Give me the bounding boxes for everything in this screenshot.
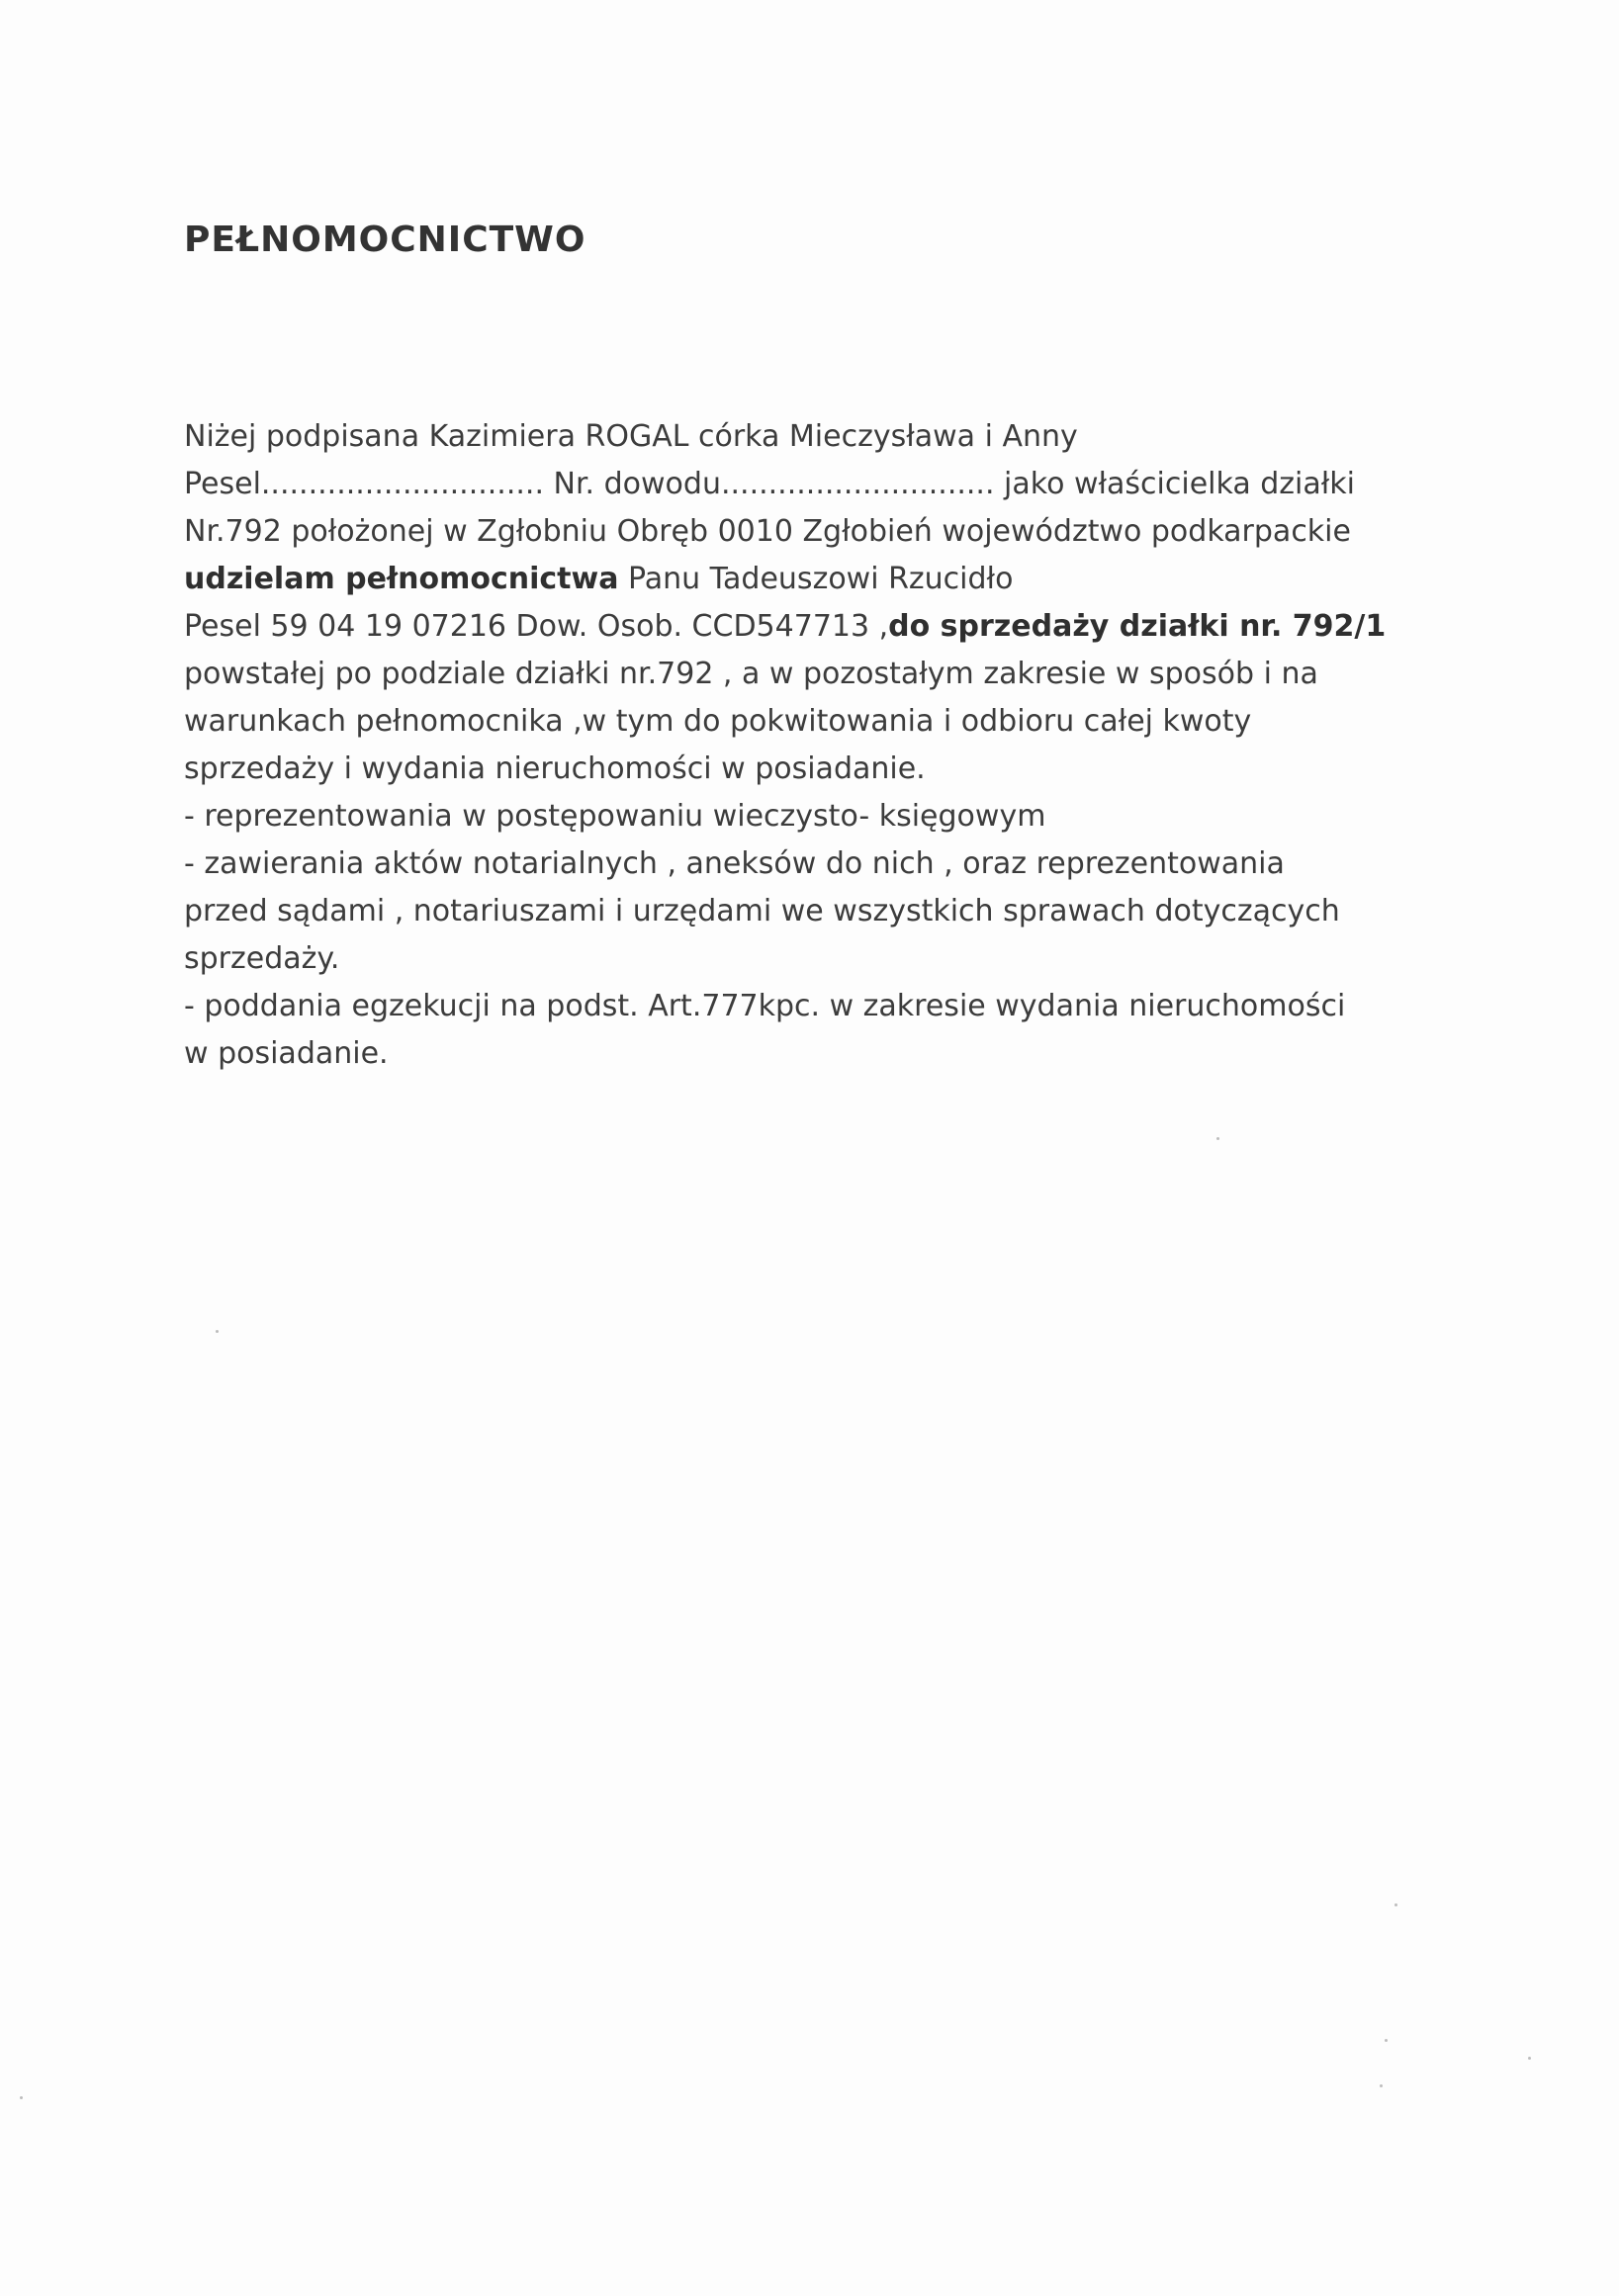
text-line	[184, 793, 1440, 840]
text-segment: Panu Tadeuszowi Rzucidło	[618, 562, 1014, 596]
text-line	[184, 1030, 1440, 1078]
text-segment: powstałej po podziale działki nr.792 , a w pozostałym zakresie w sposób i na	[184, 657, 1318, 691]
text-line	[184, 888, 1440, 935]
text-segment: w posiadanie.	[184, 1036, 389, 1071]
bold-text-segment: udzielam pełnomocnictwa	[184, 562, 619, 596]
text-line	[184, 603, 1440, 651]
text-segment: - reprezentowania w postępowaniu wieczysto- księgowym	[184, 799, 1046, 834]
text-segment: warunkach pełnomocnika ,w tym do pokwitowania i odbioru całej kwoty	[184, 704, 1252, 739]
scan-speck	[216, 1330, 219, 1333]
scan-speck	[1380, 2084, 1383, 2087]
text-segment: Niżej podpisana Kazimiera ROGAL córka Mieczysława i Anny	[184, 419, 1078, 454]
text-line	[184, 508, 1440, 556]
document-title: PEŁNOMOCNICTWO	[184, 220, 586, 260]
text-line	[184, 746, 1440, 793]
text-segment: sprzedaży i wydania nieruchomości w posiadanie.	[184, 751, 926, 786]
text-line	[184, 983, 1440, 1030]
text-line	[184, 840, 1440, 888]
text-line	[184, 935, 1440, 983]
document-body	[184, 413, 1440, 1078]
scan-speck	[1394, 1903, 1397, 1906]
scan-speck	[1385, 2039, 1388, 2042]
scan-speck	[1528, 2057, 1531, 2060]
text-segment: - zawierania aktów notarialnych , aneksów do nich , oraz reprezentowania	[184, 846, 1285, 881]
text-segment: - poddania egzekucji na podst. Art.777kpc. w zakresie wydania nieruchomości	[184, 989, 1346, 1023]
text-line	[184, 461, 1440, 508]
scan-speck	[20, 2096, 23, 2099]
text-segment: Nr.792 położonej w Zgłobniu Obręb 0010 Zgłobień województwo podkarpackie	[184, 514, 1351, 549]
text-segment: przed sądami , notariuszami i urzędami we wszystkich sprawach dotyczących	[184, 894, 1340, 928]
text-line	[184, 556, 1440, 603]
text-segment: Pesel 59 04 19 07216 Dow. Osob. CCD547713 ,	[184, 609, 889, 644]
bold-text-segment: do sprzedaży działki nr. 792/1	[888, 609, 1387, 644]
text-segment: sprzedaży.	[184, 941, 340, 976]
scan-speck	[1216, 1137, 1219, 1140]
text-line	[184, 413, 1440, 461]
text-line	[184, 651, 1440, 698]
text-segment: Pesel.............................. Nr. dowodu............................. jako właścicielka działki	[184, 467, 1355, 501]
text-line	[184, 698, 1440, 746]
